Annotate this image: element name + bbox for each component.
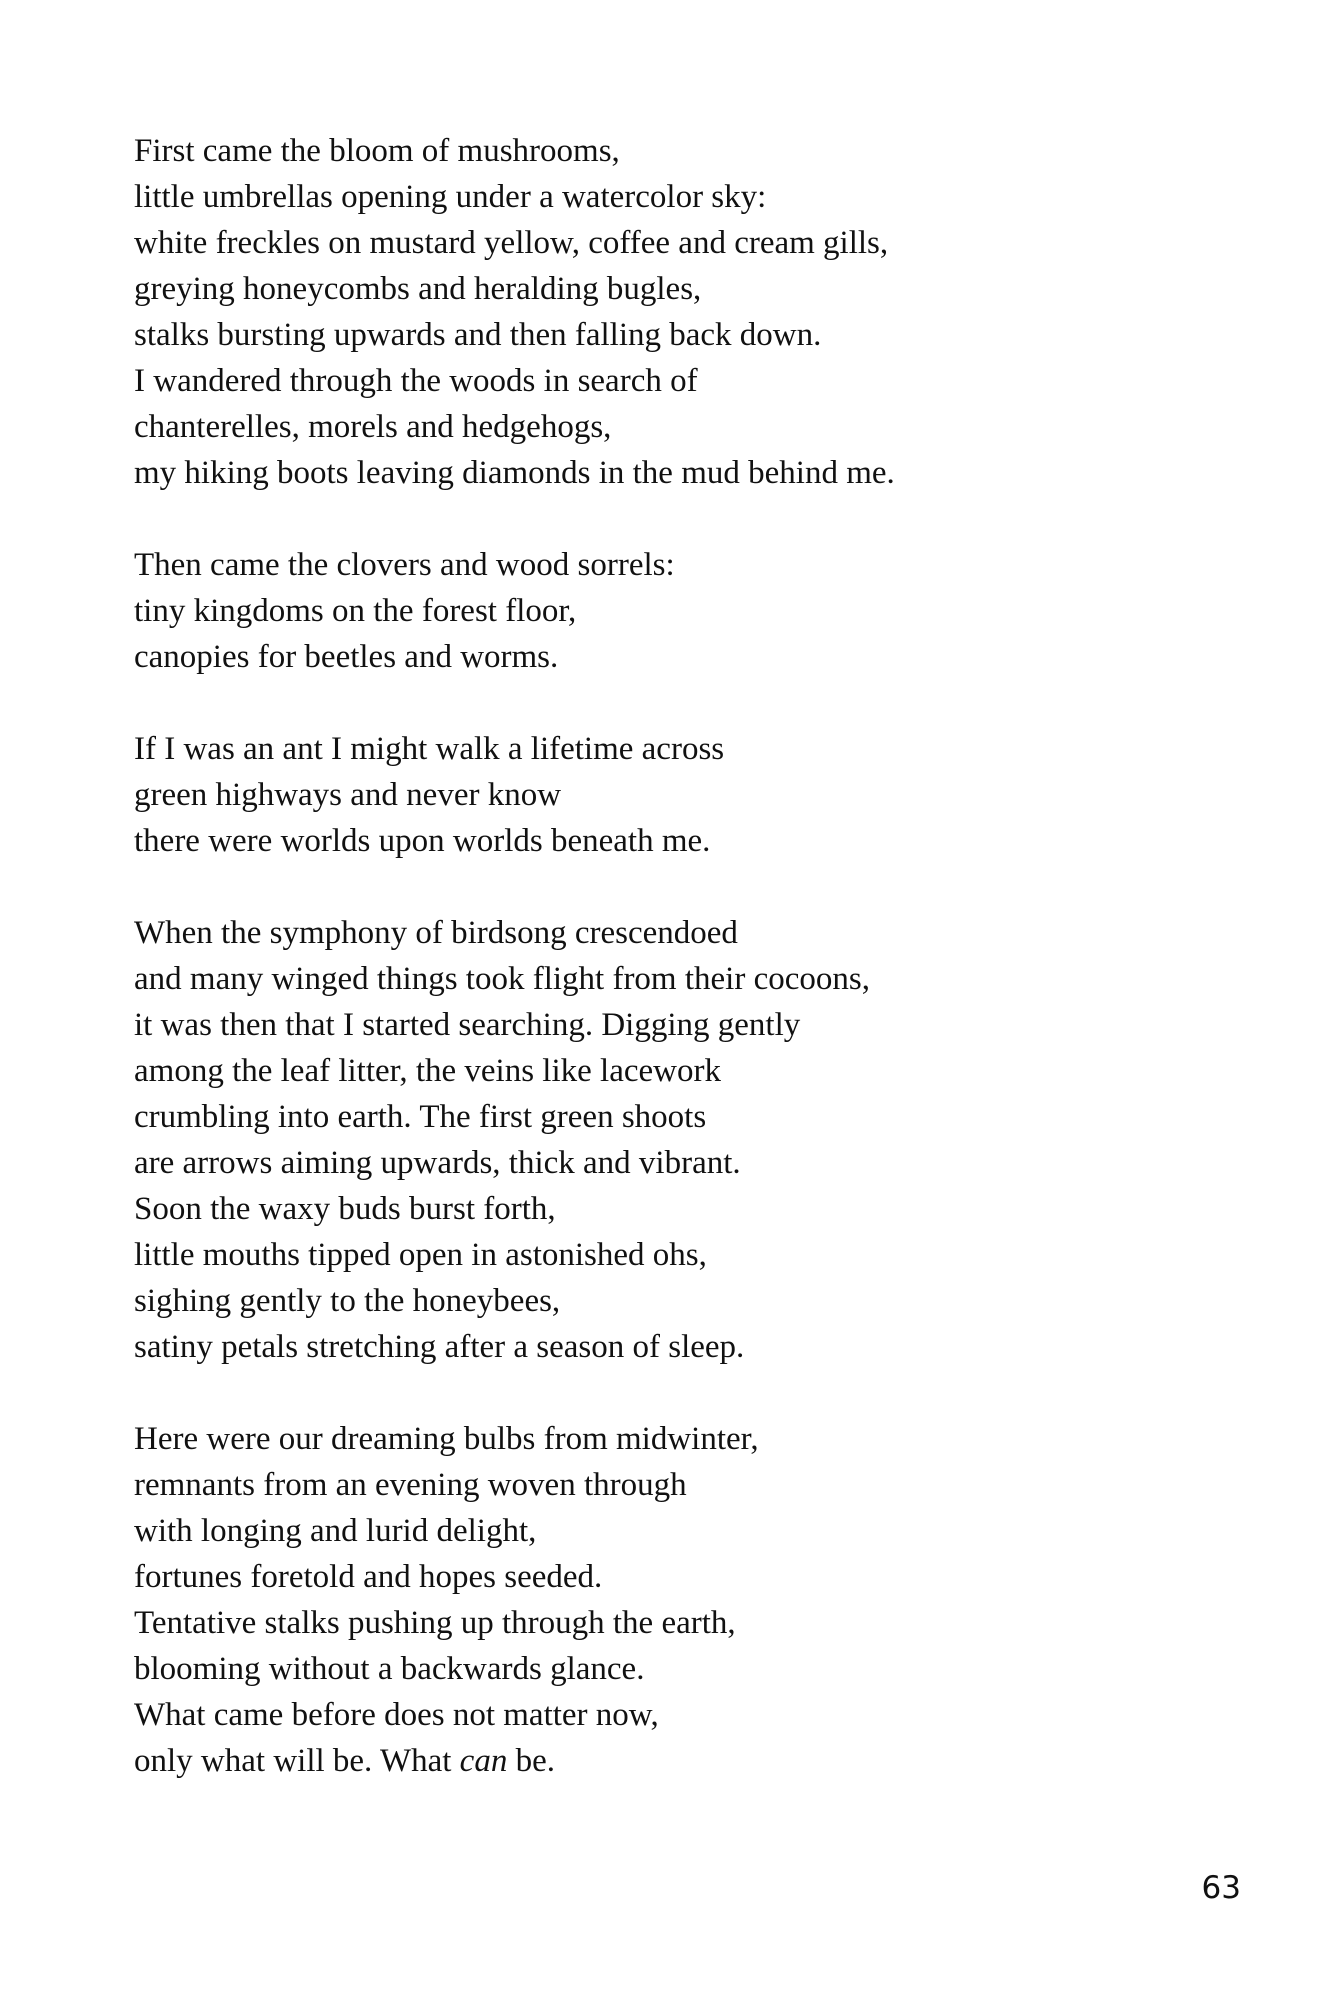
poem-line: greying honeycombs and heralding bugles, <box>134 271 702 307</box>
poem-line: among the leaf litter, the veins like lacework <box>134 1053 721 1089</box>
stanza-1 <box>134 128 1134 496</box>
poem-line: satiny petals stretching after a season of sleep. <box>134 1329 745 1365</box>
poem-line: Soon the waxy buds burst forth, <box>134 1191 556 1227</box>
poem-line: remnants from an evening woven through <box>134 1467 687 1503</box>
poem-line: with longing and lurid delight, <box>134 1513 537 1549</box>
poem-line: it was then that I started searching. Digging gently <box>134 1007 801 1043</box>
poem-line: white freckles on mustard yellow, coffee and cream gills, <box>134 225 889 261</box>
final-line-start: only what will be. What <box>134 1743 460 1779</box>
stanza-5 <box>134 1416 1134 1784</box>
poem-line: If I was an ant I might walk a lifetime across <box>134 731 725 767</box>
poem-line: canopies for beetles and worms. <box>134 639 559 675</box>
page-number: 63 <box>1201 1870 1241 1906</box>
poem-line: First came the bloom of mushrooms, <box>134 133 620 169</box>
poem-line: are arrows aiming upwards, thick and vibrant. <box>134 1145 741 1181</box>
emphasized-word: can <box>459 1743 508 1779</box>
poem-line: my hiking boots leaving diamonds in the mud behind me. <box>134 455 895 491</box>
stanza-3 <box>134 726 1134 864</box>
poem-line: Here were our dreaming bulbs from midwinter, <box>134 1421 759 1457</box>
poem-line: sighing gently to the honeybees, <box>134 1283 561 1319</box>
poem-final-line <box>134 1738 1134 1784</box>
poem-line: blooming without a backwards glance. <box>134 1651 645 1687</box>
poem-line: little umbrellas opening under a watercolor sky: <box>134 179 767 215</box>
stanza-4 <box>134 910 1134 1370</box>
poem-line: tiny kingdoms on the forest floor, <box>134 593 577 629</box>
poem-line: stalks bursting upwards and then falling back down. <box>134 317 822 353</box>
poem-line: When the symphony of birdsong crescendoed <box>134 915 738 951</box>
poem-line: Then came the clovers and wood sorrels: <box>134 547 675 583</box>
poem-line: little mouths tipped open in astonished ohs, <box>134 1237 707 1273</box>
poem-line: and many winged things took flight from their cocoons, <box>134 961 870 997</box>
poem-line: green highways and never know <box>134 777 562 813</box>
stanza-2 <box>134 542 1134 680</box>
poem-line: chanterelles, morels and hedgehogs, <box>134 409 612 445</box>
final-line-end: be. <box>507 1743 555 1779</box>
poem-body <box>134 128 1134 1830</box>
poem-line: I wandered through the woods in search of <box>134 363 698 399</box>
poem-line: What came before does not matter now, <box>134 1697 659 1733</box>
poem-line: fortunes foretold and hopes seeded. <box>134 1559 603 1595</box>
poem-line: there were worlds upon worlds beneath me. <box>134 823 711 859</box>
poem-line: Tentative stalks pushing up through the earth, <box>134 1605 736 1641</box>
poem-line: crumbling into earth. The first green shoots <box>134 1099 707 1135</box>
